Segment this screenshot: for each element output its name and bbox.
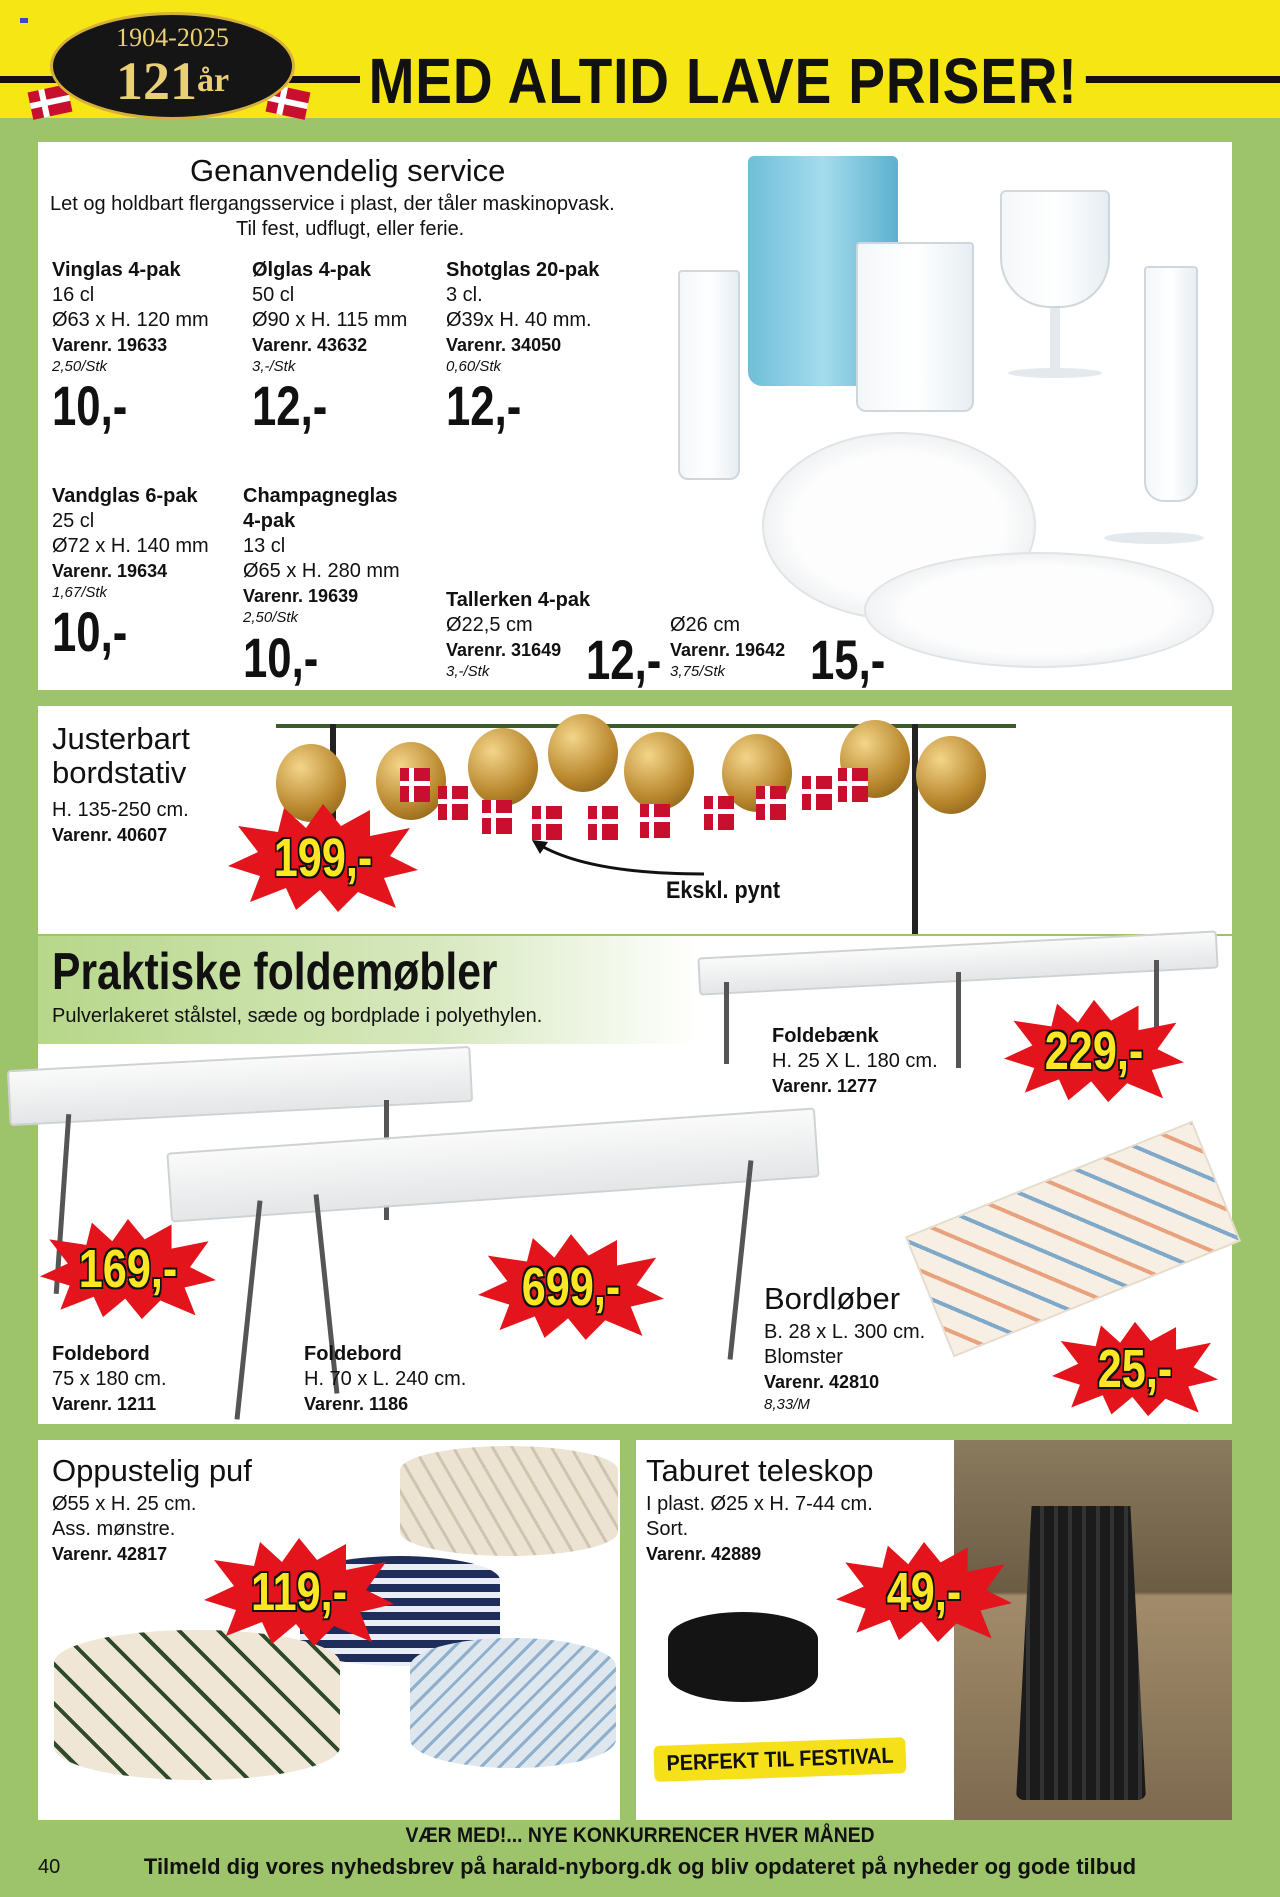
product-spec: Blomster [764, 1346, 843, 1368]
product-spec: H. 25 X L. 180 cm. [772, 1050, 938, 1072]
unit-price: 8,33/M [764, 1396, 810, 1413]
price-text: 119,- [250, 1562, 348, 1622]
service-desc: Let og holdbart flergangsservice i plast, der tåler maskinopvask. [50, 193, 615, 215]
corner-mark [20, 18, 28, 23]
price-burst [836, 1536, 1012, 1648]
anniversary-years: 1904-2025 [116, 23, 229, 52]
product-spec: Sort. [646, 1518, 689, 1540]
product-spec: 16 cl [52, 284, 95, 306]
product-spec: 75 x 180 cm. [52, 1368, 167, 1390]
price-burst [204, 1536, 394, 1648]
pouf-image [400, 1446, 618, 1556]
pennant-flag-image [704, 796, 734, 830]
champagne-glass-image [1144, 266, 1198, 502]
pouf-image [410, 1638, 616, 1768]
section-headline: Praktiske foldemøbler [52, 943, 498, 1001]
product-varenr: Varenr. 19639 [243, 586, 359, 606]
product-varenr: Varenr. 19633 [52, 335, 168, 355]
wine-glass-foot [1008, 368, 1102, 378]
pennant-flag-image [482, 800, 512, 834]
product-title: Bordløber [764, 1281, 901, 1316]
balloon-image [548, 714, 618, 792]
pennant-flag-image [756, 786, 786, 820]
service-panel [38, 142, 1232, 690]
product-spec: Ø26 cm [670, 614, 741, 636]
product-name: Shotglas 20-pak [446, 259, 600, 281]
furniture-panel [38, 1021, 1232, 1424]
product-varenr: Varenr. 42810 [764, 1372, 880, 1392]
service-desc: Til fest, udflugt, eller ferie. [236, 218, 465, 240]
product-varenr: Varenr. 1211 [52, 1394, 157, 1414]
product-spec: Ass. mønstre. [52, 1518, 176, 1540]
product-spec: H. 70 x L. 240 cm. [304, 1368, 467, 1390]
unit-price: 3,-/Stk [446, 663, 490, 680]
price-burst [1004, 996, 1184, 1106]
anniversary-number: 121 [115, 51, 197, 111]
product-spec: Ø90 x H. 115 mm [252, 309, 408, 331]
price-text: 699,- [521, 1257, 621, 1317]
price: 12,- [586, 628, 662, 691]
stand-panel [38, 706, 1232, 934]
unit-price: 2,50/Stk [52, 358, 108, 375]
product-varenr: Varenr. 19642 [670, 640, 786, 660]
price-burst [228, 804, 418, 912]
price: 10,- [52, 600, 128, 663]
product-name: 4-pak [243, 510, 296, 532]
pennant-flag-image [640, 804, 670, 838]
pennant-flag-image [588, 806, 618, 840]
stand-pole-image [912, 724, 918, 934]
product-spec: Ø55 x H. 25 cm. [52, 1493, 197, 1515]
price-text: 49,- [886, 1562, 962, 1622]
product-spec: Ø39x H. 40 mm. [446, 309, 592, 331]
stool-image [1016, 1506, 1146, 1800]
unit-price: 0,60/Stk [446, 358, 502, 375]
unit-price: 3,-/Stk [252, 358, 296, 375]
header-tagline: MED ALTID LAVE PRISER! [360, 46, 1086, 116]
garland-image [276, 724, 1016, 728]
table-leg [235, 1200, 263, 1419]
product-title: Taburet teleskop [646, 1453, 874, 1488]
product-spec: I plast. Ø25 x H. 7-44 cm. [646, 1493, 873, 1515]
festival-badge: PERFEKT TIL FESTIVAL [653, 1737, 906, 1782]
product-varenr: Varenr. 19634 [52, 561, 168, 581]
wine-glass-stem [1050, 308, 1060, 368]
price-text: 25,- [1097, 1339, 1173, 1399]
pouf-image [54, 1630, 340, 1780]
page-header [0, 0, 1280, 118]
footer-newsletter: Tilmeld dig vores nyhedsbrev på harald-nyborg.dk og bliv opdateret på nyheder og gode tilbud [143, 1854, 1137, 1879]
price-text: 169,- [78, 1239, 178, 1299]
price: 12,- [446, 374, 522, 437]
product-name: Vandglas 6-pak [52, 485, 198, 507]
product-spec: 25 cl [52, 510, 95, 532]
wine-glass-image [1000, 190, 1110, 308]
balloon-image [624, 732, 694, 810]
product-name: Ølglas 4-pak [252, 259, 371, 281]
table-leg [728, 1160, 754, 1359]
price: 15,- [810, 628, 886, 691]
stool-collapsed-image [668, 1612, 818, 1702]
service-title: Genanvendelig service [190, 153, 506, 188]
pennant-flag-image [400, 768, 430, 802]
price-text: 229,- [1044, 1021, 1144, 1081]
unit-price: 1,67/Stk [52, 584, 108, 601]
anniversary-badge [50, 12, 295, 120]
product-spec: 3 cl. [446, 284, 483, 306]
stool-panel [636, 1440, 1232, 1820]
section-subtitle: Pulverlakeret stålstel, sæde og bordplade i polyethylen. [52, 1005, 543, 1027]
footer-contest: VÆR MED!... NYE KONKURRENCER HVER MÅNED [405, 1824, 875, 1847]
product-spec: Ø72 x H. 140 mm [52, 535, 209, 557]
champagne-glass-foot [1104, 532, 1204, 544]
water-glass-image [856, 242, 974, 412]
table-large-image [166, 1107, 819, 1222]
product-name: Foldebænk [772, 1025, 879, 1047]
product-title: bordstativ [52, 755, 187, 790]
product-varenr: Varenr. 31649 [446, 640, 562, 660]
product-varenr: Varenr. 42817 [52, 1544, 168, 1564]
unit-price: 3,75/Stk [670, 663, 726, 680]
unit-price: 2,50/Stk [243, 609, 299, 626]
product-title: Oppustelig puf [52, 1453, 252, 1488]
product-varenr: Varenr. 40607 [52, 825, 168, 845]
price-text: 199,- [273, 828, 373, 888]
large-plate-image [864, 552, 1214, 668]
price: 10,- [243, 626, 319, 689]
product-name: Foldebord [304, 1343, 402, 1365]
furniture-header [38, 936, 698, 1044]
shot-glass-stack-image [678, 270, 740, 480]
bench-leg [956, 972, 961, 1068]
product-spec: H. 135-250 cm. [52, 799, 189, 821]
price: 10,- [52, 374, 128, 437]
price-burst [40, 1214, 216, 1324]
product-spec: Ø63 x H. 120 mm [52, 309, 209, 331]
product-varenr: Varenr. 1186 [304, 1394, 409, 1414]
product-varenr: Varenr. 34050 [446, 335, 562, 355]
pennant-flag-image [438, 786, 468, 820]
balloon-image [468, 728, 538, 806]
product-varenr: Varenr. 43632 [252, 335, 368, 355]
page-number: 40 [38, 1856, 61, 1878]
product-spec: Ø65 x H. 280 mm [243, 560, 400, 582]
product-varenr: Varenr. 1277 [772, 1076, 878, 1096]
price: 12,- [252, 374, 328, 437]
anniversary-unit: år [196, 62, 230, 99]
bench-leg [724, 982, 729, 1064]
product-spec: 50 cl [252, 284, 295, 306]
table-small-image [7, 1046, 473, 1126]
product-name: Foldebord [52, 1343, 150, 1365]
pennant-flag-image [838, 768, 868, 802]
pennant-flag-image [802, 776, 832, 810]
note-label: Ekskl. pynt [666, 877, 781, 904]
product-spec: Ø22,5 cm [446, 614, 533, 636]
product-name: Vinglas 4-pak [52, 259, 181, 281]
balloon-image [916, 736, 986, 814]
price-burst [478, 1230, 664, 1344]
product-spec: 13 cl [243, 535, 286, 557]
price-burst [1052, 1314, 1218, 1424]
product-spec: B. 28 x L. 300 cm. [764, 1321, 926, 1343]
pouf-panel [38, 1440, 620, 1820]
product-varenr: Varenr. 42889 [646, 1544, 762, 1564]
product-name: Tallerken 4-pak [446, 589, 591, 611]
product-title: Justerbart [52, 721, 190, 756]
product-name: Champagneglas [243, 485, 398, 507]
pennant-flag-image [532, 806, 562, 840]
